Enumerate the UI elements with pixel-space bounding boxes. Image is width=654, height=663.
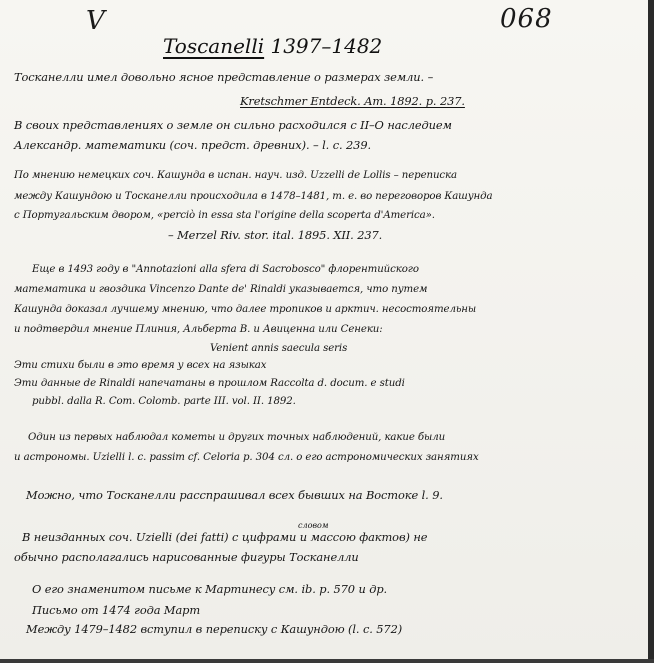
text-line: Еще в 1493 году в "Annotazioni alla sfera di Sacrobosco" флорентийского	[32, 264, 419, 275]
margin-mark: V	[86, 6, 105, 36]
quote-line: Venient annis saecula seris	[210, 343, 348, 354]
page-number: 068	[500, 4, 553, 34]
text-line: Эти стихи были в это время у всех на языках	[14, 360, 267, 371]
text-line: – Merzel Riv. stor. ital. 1895. XII. 237.	[168, 228, 383, 242]
text-line: Эти данные de Rinaldi напечатаны в прошлом Raccolta d. docum. e studi	[14, 378, 405, 389]
text-line: и подтвердил мнение Плиния, Альберта В. и Авиценна или Сенеки:	[14, 324, 383, 335]
page-title	[163, 34, 382, 58]
text-line: По мнению немецких соч. Кашунда в испан. науч. изд. Uzzelli de Lollis – переписка	[14, 170, 457, 181]
text-line: В неизданных соч. Uzielli (dei fatti) с цифрами и массою фактов) не	[22, 530, 428, 544]
interlinear-insertion: словом	[298, 521, 329, 530]
title-years: 1397–1482	[270, 34, 383, 58]
title-name: Toscanelli	[163, 34, 265, 58]
text-line: математика и гвоздика Vincenzo Dante de' Rinaldi указывается, что путем	[14, 284, 428, 295]
text-line: Письмо от 1474 года Март	[32, 603, 201, 617]
text-line: обычно располагались нарисованные фигуры Тосканелли	[14, 550, 359, 564]
text-line: Можно, что Тосканелли расспрашивал всех бывших на Востоке l. 9.	[26, 488, 443, 502]
text-line: Кашунда доказал лучшему мнению, что далее тропиков и арктич. несостоятельны	[14, 304, 477, 315]
citation: Kretschmer Entdeck. Am. 1892. p. 237.	[240, 94, 465, 108]
text-line: Один из первых наблюдал кометы и других точных наблюдений, какие были	[28, 432, 446, 443]
text-line: Тосканелли имел довольно ясное представление о размерах земли. –	[14, 70, 434, 84]
text-line	[240, 94, 465, 108]
text-line: В своих представлениях о земле он сильно расходился с II–О наследием	[14, 118, 452, 132]
text-line: pubbl. dalla R. Com. Colomb. parte III. vol. II. 1892.	[32, 396, 296, 407]
text-line: с Португальским двором, «perciò in essa sta l'origine della scoperta d'America».	[14, 210, 435, 221]
text-line: и астрономы. Uzielli l. c. passim cf. Celoria p. 304 сл. о его астрономических занятиях	[14, 452, 479, 463]
text-line: Александр. математики (соч. предст. древних). – l. c. 239.	[14, 138, 371, 152]
text-line: О его знаменитом письме к Мартинесу см. ib. p. 570 и др.	[32, 582, 388, 596]
scan-edge-bottom	[0, 659, 654, 663]
text-line: между Кашундою и Тосканелли происходила в 1478–1481, т. е. во переговоров Кашунда	[14, 191, 493, 202]
scan-edge-right	[648, 0, 654, 663]
text-line: Между 1479–1482 вступил в переписку с Кашундою (l. c. 572)	[26, 622, 403, 636]
